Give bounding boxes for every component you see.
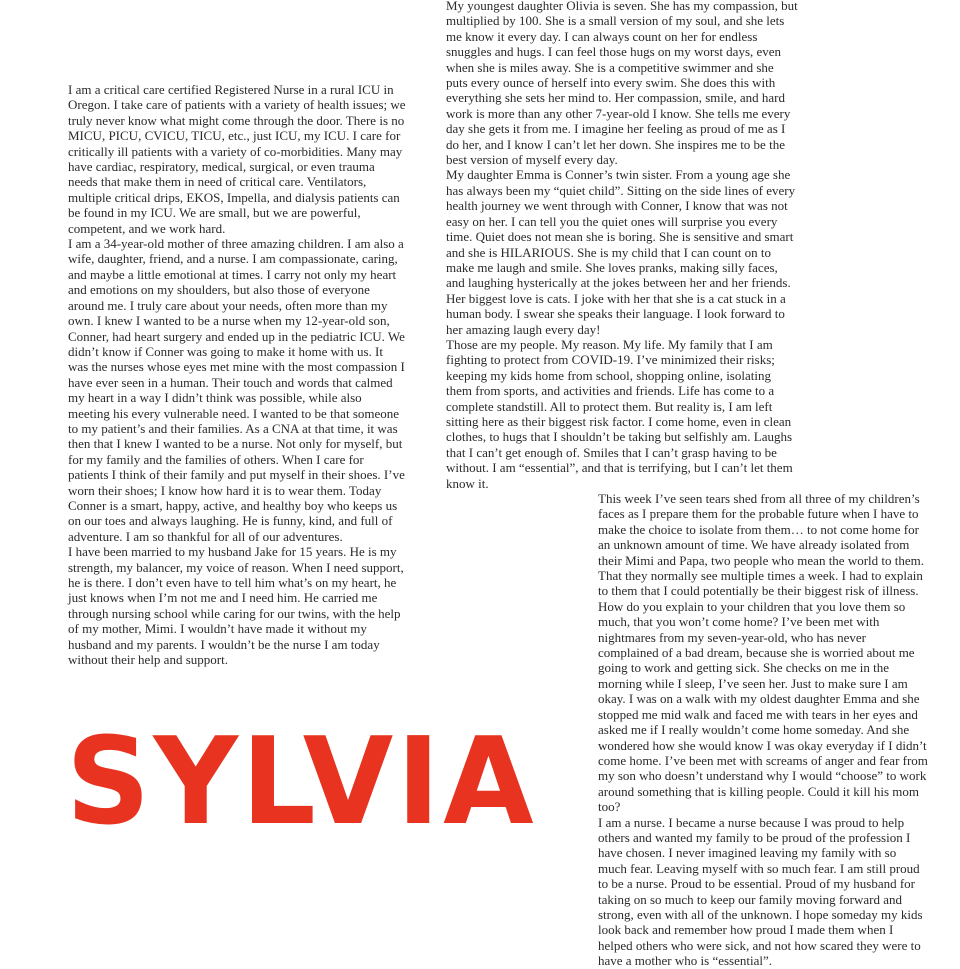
paragraph-daughter-emma: My daughter Emma is Conner’s twin sister. From a young age she has always been my “quiet child”. Sitting on the side lines of every health journey we went through with Conner, I know that was not easy on her. I can tell you the quiet ones will surprise you every time. Quiet does not mean she is boring. She is sensitive and smart and she is HILARIOUS. She is my child that I can count on to make me laugh and smile. She loves pranks, making silly faces, and laughing hysterically at the jokes between her and her friends. Her biggest love is cats. I joke with her that she is a cat stuck in a human body. I swear she speaks their language. I look forward to her amazing laugh every day! bbox=[446, 167, 796, 337]
paragraph-daughter-olivia: My youngest daughter Olivia is seven. She has my compassion, but multiplied by 100. She is a small version of my soul, and she lets me know it every day. I can always count on her for endless snuggles and hugs. I can feel those hugs on my worst days, even when she is miles away. She is a competitive swimmer and she puts every ounce of herself into every swim. She does this with everything she sets her mind to. Her compassion, smile, and hard work is more than any other 7-year-old I know. She tells me every day she gets it from me. I imagine her feeling as proud of me as I do her, and I know I can’t let her down. She inspires me to be the best version of myself every day. bbox=[446, 0, 798, 168]
middle-text-column bbox=[446, 0, 798, 491]
paragraph-tears-this-week: This week I’ve seen tears shed from all three of my children’s faces as I prepare them for the probable future when I have to make the choice to isolate from them… to not come home for an unknown amount of time. We have already isolated from their Mimi and Papa, two people who mean the world to them. That they normally see multiple times a week. I had to explain to them that I could potentially be their biggest risk of illness. How do you explain to your children that you love them so much, that you won’t come home? I’ve been met with nightmares from my seven-year-old, who has never complained of a bad dream, because she is worried about me going to work and getting sick. She checks on me in the morning while I sleep, I’ve seen her. Just to make sure I am okay. I was on a walk with my oldest daughter Emma and she stopped me mid walk and faced me with tears in her eyes and asked me if I really wouldn’t come home someday. And she wondered how she would know I was okay everyday if I didn’t come home. I’ve been met with screams of anger and fear from my son who doesn’t understand why I would “choose” to work around something that is killing people. Could it kill his mom too? bbox=[598, 491, 928, 815]
left-text-column bbox=[68, 82, 406, 667]
paragraph-husband-jake: I have been married to my husband Jake for 15 years. He is my strength, my balancer, my voice of reason. When I need support, he is there. I don’t even have to tell him what’s on my heart, he just knows when I’m not me and I need him. He carried me through nursing school while caring for our twins, with the help of my mother, Mimi. I wouldn’t have made it without my husband and my parents. I wouldn’t be the nurse I am today without their help and support. bbox=[68, 544, 404, 668]
paragraph-icu-role: I am a critical care certified Registered Nurse in a rural ICU in Oregon. I take care of patients with a variety of health issues; we truly never know what might come through the door. There is no MICU, PICU, CVICU, TICU, etc., just ICU, my ICU. I care for critically ill patients with a variety of co-morbidities. Many may have cardiac, respiratory, medical, surgical, or even trauma needs that make them in need of critical care. Ventilators, multiple critical drips, EKOS, Impella, and dialysis patients can be found in my ICU. We are small, but we are powerful, competent, and we work hard. bbox=[68, 82, 406, 236]
paragraph-mother-of-three: I am a 34-year-old mother of three amazing children. I am also a wife, daughter, friend, and a nurse. I am compassionate, caring, and maybe a little emotional at times. I carry not only my heart and emotions on my shoulders, but also those of everyone around me. I truly care about your needs, often more than my own. I knew I wanted to be a nurse when my 12-year-old son, Conner, had heart surgery and ended up in the pediatric ICU. We didn’t know if Conner was going to make it home with us. It was the nurses whose eyes met mine with the most compassion I have ever seen in a human. Their touch and words that calmed my heart in a way I didn’t think was possible, while also meeting his every vulnerable need. I wanted to be that someone to my patient’s and their families. As a CNA at that time, it was then that I knew I wanted to be a nurse. Not only for myself, but for my family and the families of others. When I care for patients I think of their family and put myself in their shoes. I’ve worn their shoes; I know how hard it is to wear them. Today Conner is a smart, happy, active, and healthy boy who keeps us on our toes and always laughing. He is funny, kind, and full of adventure. I am so thankful for all of our adventures. bbox=[68, 236, 405, 544]
name-heading: SYLVIA bbox=[66, 712, 537, 852]
paragraph-i-am-a-nurse: I am a nurse. I became a nurse because I was proud to help others and wanted my family to be proud of the profession I have chosen. I never imagined leaving my family with so much fear. Leaving myself with so much fear. I am still proud to be a nurse. Proud to be essential. Proud of my husband for taking on so much to keep our family moving forward and strong, even with all of the unknown. I hope someday my kids look back and remember how proud I made them when I helped others who were sick, and not how scared they were to have a mother who is “essential”. bbox=[598, 814, 923, 969]
paragraph-my-people: Those are my people. My reason. My life. My family that I am fighting to protect from COVID-19. I’ve minimized their risks; keeping my kids home from school, shopping online, isolating them from sports, and activities and friends. Life has come to a complete standstill. All to protect them. But reality is, I am left sitting here as their biggest risk factor. I come home, even in clean clothes, to hugs that I shouldn’t be taking but selfishly am. Laughs that I can’t get enough of. Smiles that I can’t grasp having to be without. I am “essential”, and that is terrifying, but I can’t let them know it. bbox=[446, 336, 793, 491]
right-text-column bbox=[598, 491, 928, 969]
